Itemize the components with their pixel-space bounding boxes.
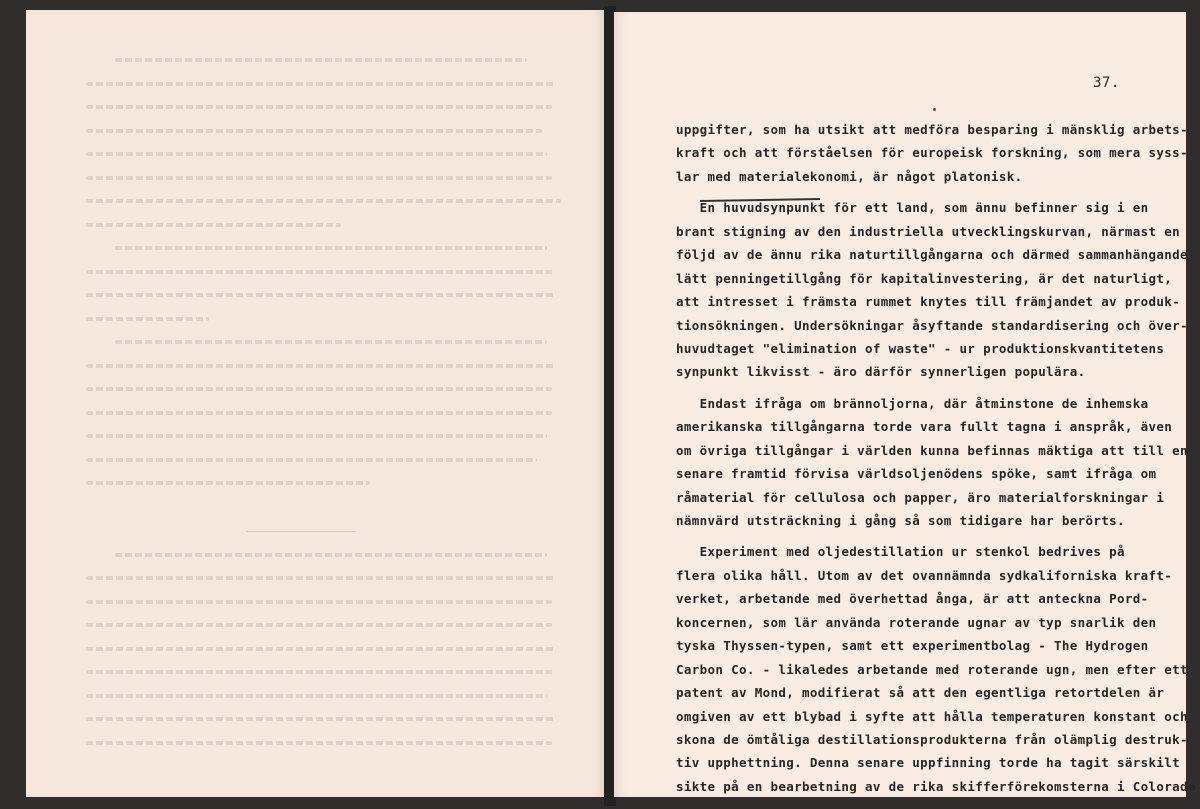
text-line: lätt penningetillgång för kapitalinvestering, är det naturligt,	[676, 270, 1173, 286]
text-line: tionsökningen. Undersökningar åsyftande standardisering och över-	[676, 317, 1188, 333]
text-line: patent av Mond, modifierat så att den egentliga retortdelen är	[676, 685, 1165, 701]
page-number: 37.	[1093, 75, 1120, 91]
text-line: uppgifter, som ha utsikt att medföra besparing i mänsklig arbets-	[676, 122, 1188, 137]
text-line: sikte på en bearbetning av de rika skifferförekomsterna i Colorado	[676, 778, 1196, 794]
text-line: omgiven av ett blybad i syfte att hålla temperaturen konstant och	[676, 708, 1188, 724]
text-line: Experiment med oljedestillation ur stenkol bedrives på	[676, 544, 1125, 560]
text-line: råmaterial för cellulosa och papper, äro materialforskningar i	[676, 489, 1165, 505]
paper-speck	[933, 108, 936, 111]
text-line: lar med materialekonomi, är något platonisk.	[676, 168, 1023, 184]
text-line: Carbon Co. - likaledes arbetande med roterande ugn, men efter ett	[676, 661, 1188, 677]
text-line: senare framtid förvisa världsoljenödens spöke, samt ifråga om	[676, 466, 1157, 482]
paragraph	[676, 196, 1188, 384]
paragraph	[676, 118, 1188, 188]
left-page	[26, 10, 606, 797]
text-line: tyska Thyssen-typen, samt ett experimentbolag - The Hydrogen	[676, 638, 1149, 654]
text-line: flera olika håll. Utom av det ovannämnda sydkaliforniska kraft-	[676, 567, 1173, 583]
text-line: Endast ifråga om brännoljorna, där åtminstone de inhemska	[676, 395, 1149, 411]
text-line: En huvudsynpunkt för ett land, som ännu befinner sig i en	[676, 200, 1149, 216]
text-line: verket, arbetande med överhettad ånga, är att anteckna Pord-	[676, 591, 1149, 607]
text-line: tiv upphettning. Denna senare uppfinning torde ha tagit särskilt	[676, 755, 1181, 771]
text-line: synpunkt likvisst - äro därför synnerligen populära.	[676, 364, 1086, 380]
text-line: huvudtaget "elimination of waste" - ur produktionskvantitetens	[676, 340, 1165, 356]
text-line: följd av de ännu rika naturtillgångarna och därmed sammanhängande	[676, 247, 1188, 263]
text-line: att intresset i främsta rummet knytes till främjandet av produk-	[676, 294, 1181, 310]
paragraph	[676, 540, 1196, 798]
bleed-through-text	[86, 58, 576, 764]
body-text	[676, 118, 1196, 798]
text-line: nämnvärd utsträckning i gång så som tidigare har berörts.	[676, 513, 1125, 528]
paragraph	[676, 392, 1188, 533]
text-line: om övriga tillgångar i världen kunna befinnas mäktiga att till en	[676, 442, 1188, 458]
text-line: brant stigning av den industriella utvecklingskurvan, närmast en	[676, 223, 1181, 239]
text-line: kraft och att förståelsen för europeisk forskning, som mera syss-	[676, 145, 1188, 161]
text-line: skona de ömtåliga destillationsprodukterna från olämplig destruk-	[676, 731, 1188, 747]
text-line: amerikanska tillgångarna torde vara fullt tagna i anspråk, även	[676, 419, 1173, 435]
text-line: koncernen, som lär använda roterande ugnar av typ snarlik den	[676, 614, 1157, 630]
